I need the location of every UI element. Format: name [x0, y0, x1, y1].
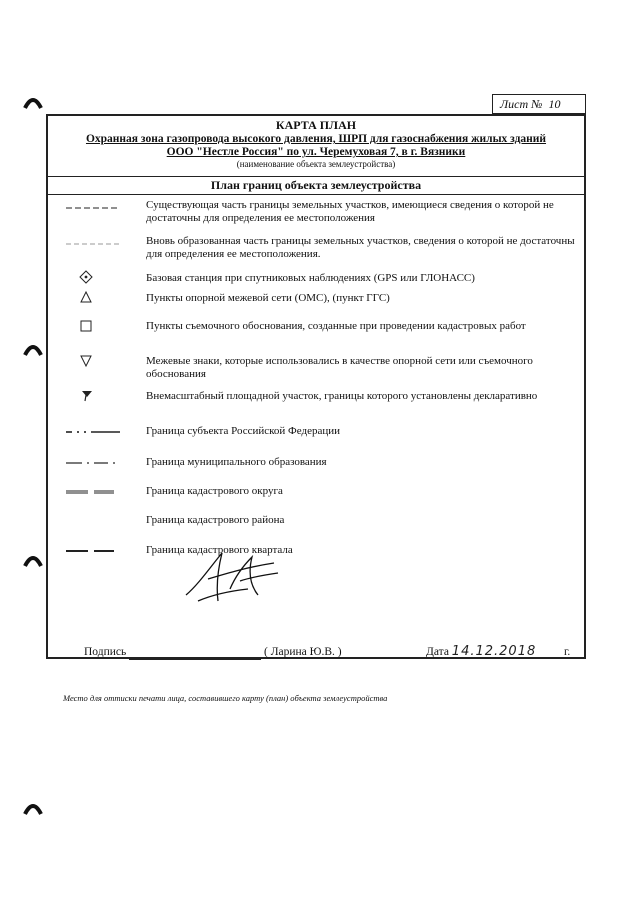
signature-line — [129, 645, 261, 660]
date-year-suffix: г. — [563, 646, 571, 658]
legend-item: Граница субъекта Российской Федерации — [146, 425, 341, 437]
legend-item: Вновь образованная часть границы земельных участков, сведения о которой не достаточны для определения ее местоположения. — [146, 235, 575, 260]
object-name-line-2: ООО "Нестле Россия" по ул. Черемуховая 7, в г. Вязники — [166, 146, 466, 158]
thick-dash-line-icon — [62, 542, 122, 560]
sheet-label: Лист № — [500, 97, 543, 111]
object-name-caption: (наименование объекта землеустройства) — [236, 159, 396, 169]
date-row — [426, 645, 570, 659]
object-name-line-1: Охранная зона газопровода высокого давления, ШРП для газоснабжения жилых зданий — [85, 133, 547, 145]
document-frame — [46, 114, 586, 703]
legend-item: Пункты опорной межевой сети (ОМС), (пункт ГГС) — [146, 292, 390, 304]
triangle-down-icon — [62, 353, 122, 374]
document-title: КАРТА ПЛАН — [275, 118, 357, 132]
legend-item: Граница кадастрового квартала — [146, 544, 293, 556]
document-header — [48, 116, 584, 177]
date-value: 14.12.2018 — [451, 644, 537, 659]
legend-item: Граница муниципального образования — [146, 456, 327, 468]
legend-item: Граница кадастрового района — [146, 514, 285, 526]
triangle-up-icon — [62, 289, 122, 310]
section-title: План границ объекта землеустройства — [48, 177, 584, 195]
diamond-circle-icon — [62, 269, 122, 290]
sheet-number: 10 — [548, 97, 561, 111]
legend-item: Внемасштабный площадной участок, границы которого установлены декларативно — [146, 390, 538, 402]
signer-name: ( Ларина Ю.В. ) — [263, 646, 342, 658]
legend-item: Базовая станция при спутниковых наблюдениях (GPS или ГЛОНАСС) — [146, 272, 475, 284]
dash-dot-dot-line-icon — [62, 423, 122, 441]
sheet-number-box — [492, 94, 586, 114]
punch-hole-mark-icon — [23, 801, 43, 815]
dashed-line-light-icon — [62, 235, 122, 253]
signature-scribble-icon — [178, 545, 288, 605]
stamp-area-note: Место для оттиски печати лица, составившего карту (план) объекта землеустройства — [63, 693, 388, 703]
legend-item: Существующая часть границы земельных участков, имеющиеся сведения о которой не достаточны для определения ее местоположения — [146, 199, 554, 224]
signature-row — [84, 645, 342, 660]
legend-item: Граница кадастрового округа — [146, 485, 283, 497]
square-icon — [62, 318, 122, 339]
dashed-line-icon — [62, 199, 122, 217]
date-label: Дата — [426, 646, 449, 658]
flag-marker-icon — [62, 388, 122, 409]
punch-hole-mark-icon — [23, 95, 43, 109]
signature-label: Подпись — [84, 646, 127, 658]
punch-hole-mark-icon — [23, 342, 43, 356]
double-dash-line-icon — [62, 483, 122, 501]
legend-item: Пункты съемочного обоснования, созданные при проведении кадастровых работ — [146, 320, 526, 332]
dash-dot-line-icon — [62, 454, 122, 472]
punch-hole-mark-icon — [23, 553, 43, 567]
legend-item: Межевые знаки, которые использовались в качестве опорной сети или съемочного обоснования — [146, 355, 533, 380]
legend-list — [48, 195, 584, 703]
